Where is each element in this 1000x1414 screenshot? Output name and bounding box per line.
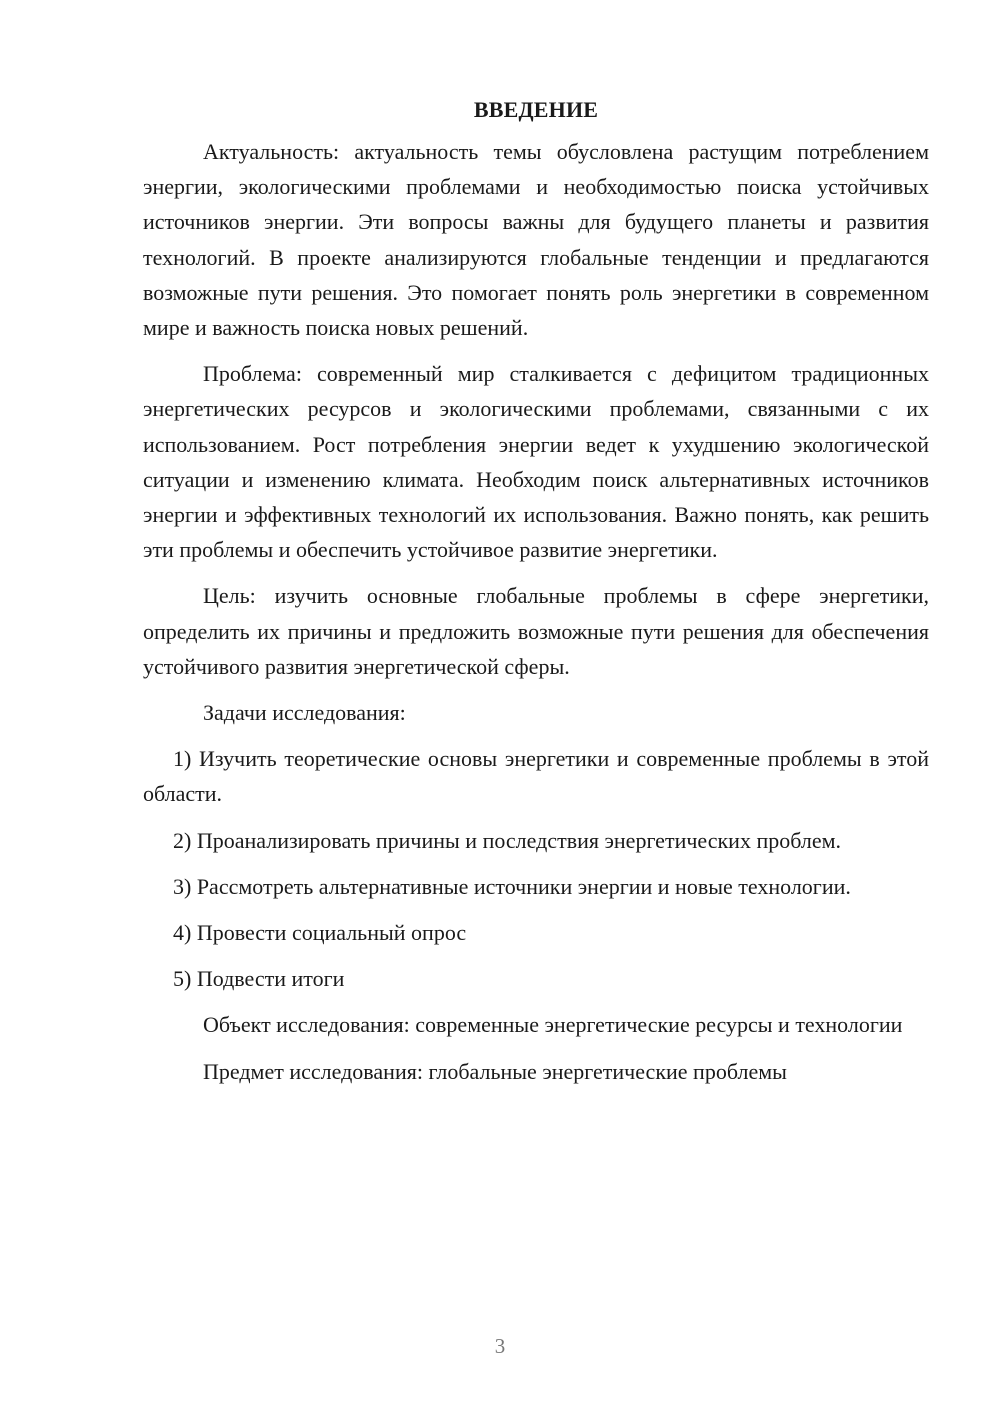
relevance-paragraph: Актуальность: актуальность темы обусловлена растущим потреблением энергии, экологическими проблемами и необходимостью поиска устойчивых источников энергии. Эти вопросы важны для будущего планеты и развития технологий. В проекте анализируются глобальные тенденции и предлагаются возможные пути решения. Это помогает понять роль энергетики в современном мире и важность поиска новых решений.	[143, 139, 929, 341]
section-title: ВВЕДЕНИЕ	[473, 97, 599, 122]
page-content	[143, 92, 929, 1100]
research-object-paragraph: Объект исследования: современные энергетические ресурсы и технологии	[203, 1012, 903, 1038]
task-item: 4) Провести социальный опрос	[173, 920, 467, 946]
tasks-heading: Задачи исследования:	[203, 700, 406, 726]
problem-paragraph: Проблема: современный мир сталкивается с дефицитом традиционных энергетических ресурсов и экологическими проблемами, связанными с их использованием. Рост потребления энергии ведет к ухудшению экологической ситуации и изменению климата. Необходим поиск альтернативных источников энергии и эффективных технологий их использования. Важно понять, как решить эти проблемы и обеспечить устойчивое развитие энергетики.	[143, 361, 929, 563]
page-number: 3	[494, 1334, 506, 1358]
goal-paragraph: Цель: изучить основные глобальные проблемы в сфере энергетики, определить их причины и предложить возможные пути решения для обеспечения устойчивого развития энергетической сферы.	[143, 583, 929, 679]
task-item: 2) Проанализировать причины и последствия энергетических проблем.	[173, 827, 842, 853]
task-item: 5) Подвести итоги	[173, 966, 345, 992]
tasks-list	[143, 741, 929, 996]
task-item: 3) Рассмотреть альтернативные источники энергии и новые технологии.	[173, 873, 851, 899]
research-subject-paragraph: Предмет исследования: глобальные энергетические проблемы	[203, 1058, 787, 1084]
task-item: 1) Изучить теоретические основы энергетики и современные проблемы в этой области.	[143, 746, 929, 807]
